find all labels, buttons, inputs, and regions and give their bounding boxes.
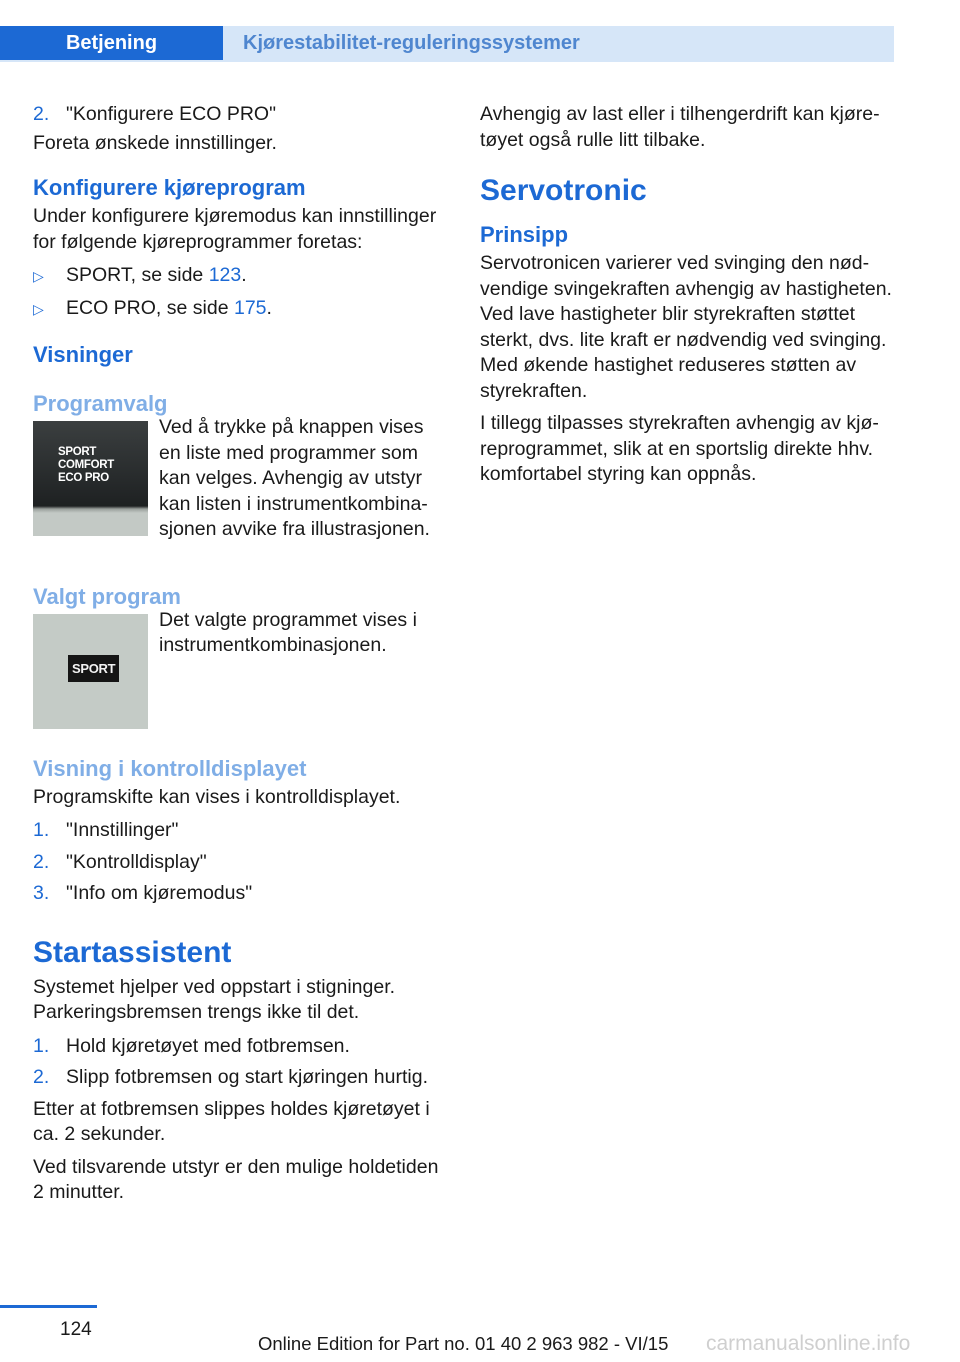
- program-select-heading: Programvalg: [33, 391, 168, 416]
- page-link[interactable]: 123: [208, 264, 242, 286]
- footer-divider: [0, 1305, 97, 1308]
- left-column: [33, 102, 448, 1213]
- figure-row: [33, 608, 448, 729]
- figure-row: [33, 416, 448, 543]
- paragraph: Foreta ønskede innstillinger.: [33, 131, 277, 154]
- step-text: "Info om kjøremodus": [66, 882, 253, 904]
- list-item: [33, 847, 448, 879]
- sport-badge: SPORT: [68, 655, 119, 683]
- principle-heading: Prinsipp: [480, 222, 569, 247]
- list-item: [33, 815, 448, 847]
- start-steps-list: [33, 1031, 448, 1094]
- paragraph: Under konfigurere kjøremodus kan innstillinger for følgende kjøreprogrammer foretas:: [33, 205, 437, 253]
- step-number: 2.: [33, 850, 50, 873]
- figure-caption: Ved å trykke på knappen vises en liste med programmer som kan velges. Avhengig av utstyr kan listen i instrumentkombinasjonen avvike fra illustrasjonen.: [159, 416, 430, 540]
- paragraph: Systemet hjelper ved oppstart i stigninger. Parkeringsbremsen trengs ikke til det.: [33, 975, 396, 1023]
- chapter-tab[interactable]: Kjørestabilitet-reguleringssystemer: [223, 26, 894, 60]
- selected-program-figure: [33, 614, 148, 729]
- servotronic-heading: Servotronic: [480, 174, 647, 207]
- paragraph: Programskifte kan vises i kontrolldisplayet.: [33, 785, 401, 808]
- figure-program-list: SPORT COMFORT ECO PRO: [58, 446, 115, 484]
- step-number: 1.: [33, 819, 50, 841]
- watermark: carmanualsonline.info: [706, 1332, 911, 1355]
- step-number: 3.: [33, 882, 50, 904]
- list-item: [33, 293, 448, 326]
- section-tab[interactable]: Betjening: [0, 26, 223, 60]
- step-text: Slipp fotbremsen og start kjøringen hurtig.: [66, 1066, 429, 1088]
- paragraph: Servotronicen varierer ved svinging den nødvendige svingekraften avhengig av hastigheten. Ved lave hastigheter blir styrekraften støttet sterkt, dvs. lite kraft er nødvendig ved svinging. Med økende hastighet reduseres støtten av styrekraften.: [480, 252, 892, 402]
- triangle-bullet-icon: ▷: [33, 268, 44, 284]
- step-text: "Kontrolldisplay": [66, 850, 207, 873]
- paragraph: Ved tilsvarende utstyr er den mulige holdetiden 2 minutter.: [33, 1155, 439, 1203]
- step-number: 1.: [33, 1034, 50, 1057]
- step-number: 2.: [33, 103, 50, 125]
- edition-text: Online Edition for Part no. 01 40 2 963 982 - VI/15: [258, 1333, 669, 1354]
- right-column: [480, 102, 895, 495]
- displays-heading: Visninger: [33, 342, 133, 367]
- paragraph: I tillegg tilpasses styrekraften avhengig av kjøreprogrammet, slik at en sportslig direkte hhv. komfortabel styring kan oppnås.: [480, 412, 879, 485]
- list-item: [33, 1031, 448, 1063]
- paragraph: Etter at fotbremsen slippes holdes kjøretøyet i ca. 2 sekunder.: [33, 1097, 430, 1145]
- list-item: [33, 878, 448, 910]
- figure-caption: Det valgte programmet vises i instrumentkombinasjonen.: [159, 608, 417, 656]
- bullet-text: ECO PRO, se side 175.: [66, 296, 272, 319]
- start-assist-heading: Startassistent: [33, 935, 232, 969]
- step-text: Hold kjøretøyet med fotbremsen.: [66, 1034, 350, 1057]
- step-number: 2.: [33, 1066, 50, 1088]
- paragraph: Avhengig av last eller i tilhengerdrift kan kjøretøyet også rulle litt tilbake.: [480, 103, 880, 151]
- page-number: 124: [60, 1319, 92, 1340]
- list-item: [33, 260, 448, 293]
- triangle-bullet-icon: ▷: [33, 300, 44, 317]
- step-text: "Konfigurere ECO PRO": [66, 103, 277, 125]
- control-steps-list: [33, 815, 448, 910]
- bullet-list: [33, 260, 448, 325]
- page-link[interactable]: 175: [233, 296, 267, 319]
- bullet-text: SPORT, se side 123.: [66, 264, 247, 286]
- list-item: [33, 102, 448, 131]
- list-item: [33, 1062, 448, 1094]
- control-display-heading: Visning i kontrolldisplayet: [33, 755, 307, 781]
- selected-program-heading: Valgt program: [33, 583, 181, 609]
- program-list-figure: [33, 421, 148, 536]
- header-divider: [0, 60, 894, 62]
- configure-heading: Konfigurere kjøreprogram: [33, 175, 306, 200]
- step-text: "Innstillinger": [66, 819, 179, 841]
